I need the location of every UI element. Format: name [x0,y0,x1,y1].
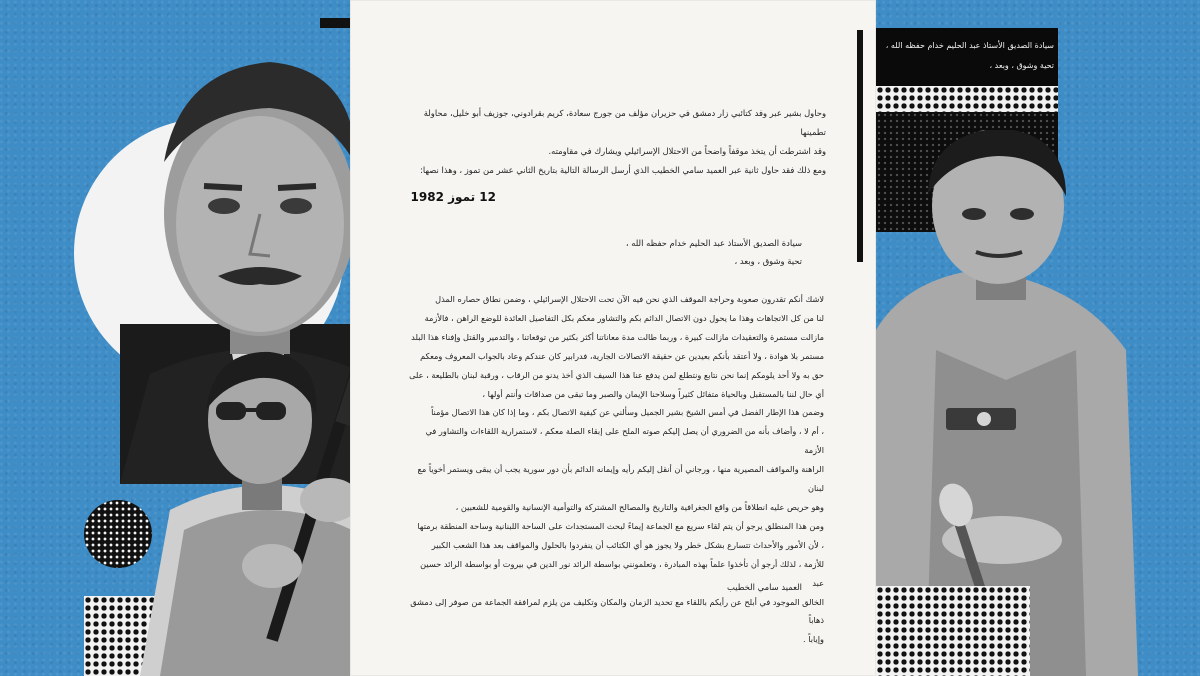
letter-salutation [410,234,802,270]
letter-intro [410,104,826,180]
halftone-strip-right [876,86,1058,112]
letter-signature: العميد سامي الخطيب [727,582,802,592]
body-line: لاشك أنكم تقدرون صعوبة وحراجة الموقف الذي نحن فيه الآن تحت الاحتلال الإسرائيلي ، وضمن نطاق حصاره المذل [435,294,824,304]
snippet-text [884,36,1054,76]
salutation-line: تحية وشوق ، وبعد ، [734,256,802,266]
letter-date: 12 تموز 1982 [410,190,496,204]
body-line: أي حال لننا بالمستقبل وبالحياة متفائل كثيراً وسلاحنا الإيمان والصبر وما تبقى من صداقات وأنتم أولها ، [482,388,824,399]
body-line: وضمن هذا الإطار الفضل في أمس الشيخ بشير الجميل وسألني عن كيفية الاتصال بكم ، وما إذا كان هذا الاتصال مؤمناً [431,407,824,418]
body-line: مازالت مستمرة والتعقيدات مازالت كبيرة ، وربما طالت مدة معاناتنا أكثر بكثير من توقعاتنا ، والتدمير والقتل وإفناء هذا البلد [411,331,824,342]
typed-letter-document [350,0,876,676]
letter-body [408,290,824,649]
snippet-line: تحية وشوق ، وبعد ، [989,61,1054,70]
body-line: ومن هذا المنطلق يرجو أن يتم لقاء سريع مع الجماعة إيماءً لبحث المستجدات على الساحة اللبنانية وساحة المنطقة برمتها [417,520,824,531]
body-line: وهو حريص عليه انطلاقاً من واقع الجغرافية والتاريخ والمصالح المشتركة والتوأمية الإنسانية والقومية للشعبين ، [455,501,824,512]
body-line: لنا من كل الاتجاهات وهذا ما يحول دون الاتصال الدائم بكم والتشاور معكم بكل التفاصيل العائدة للوضع الراهن ، فالأزمة [424,312,824,323]
body-line: ، أم لا ، وأضاف بأنه من الضروري أن يصل إليكم صوته الملح على إبقاء الصلة معكم ، لاستمرارية اللقاءات والتشاور في الأزمة [425,426,824,456]
body-line: الخالق الموجود في أبلح عن رأيكم باللقاء مع تحديد الزمان والمكان وتكليف من يلزم لمرافقة الجماعة من صوفر إلى دمشق ذهاباً [410,596,824,626]
body-line: ، لأن الأمور والأحداث تتسارع بشكل خطر ولا يجوز هو أي الكتائب أن ينفردوا بالحلول والمواقف بعد هذا الشعب الكبير [431,539,824,550]
intro-line: وقد اشترطت أن يتخذ موقفاً واضحاً من الاحتلال الإسرائيلي ويشارك في مقاومته. [548,146,826,156]
body-line: مستمر بلا هوادة ، ولا أعتقد بأنكم بعيدين عن حقيقة الاتصالات الجارية، فدرابير كان عندكم وعاد بالجواب المعروف ومعكم [420,350,824,361]
intro-line: وحاول بشير عبر وفد كتائبي زار دمشق في حزيران مؤلف من جورج سعادة، كريم بقرادوني، جوزيف أبو خليل، محاولة تطمينها [423,108,826,137]
vertical-bar-right [857,30,863,262]
halftone-panel-bottom-right [876,586,1030,676]
body-line: الراهنة والمواقف المصيرية منها ، ورجاني أن أنقل إليكم رأيه وإيمانه الدائم بأن دور سورية يجب أن يبقى ويستمر أخوياً مع لبنان [417,464,824,494]
intro-line: ومع ذلك فقد حاول ثانية عبر العميد سامي الخطيب الذي أرسل الرسالة التالية بتاريخ الثاني عشر من تموز ، وهذا نصها: [420,165,826,175]
body-line: للأزمة ، لذلك أرجو أن تأخذوا علماً بهذه المبادرة ، وتعلمونني بواسطة الرائد نور الدين في بيروت أو بواسطة الرائد حسين عبد [420,558,824,588]
body-line: وإياباً . [803,634,824,645]
salutation-line: سيادة الصديق الأستاذ عبد الحليم خدام حفظه الله ، [625,238,802,248]
body-line: حق به ولا أحد يلومكم إنما نحن نتابع ونتطلع لمن يدفع عنا هذا السيف الذي أخذ يدنو من الرقاب ، ورقبة لبنان بالطليعة ، على [409,369,824,380]
snippet-line: سيادة الصديق الأستاذ عبد الحليم خدام حفظه الله ، [885,41,1054,50]
